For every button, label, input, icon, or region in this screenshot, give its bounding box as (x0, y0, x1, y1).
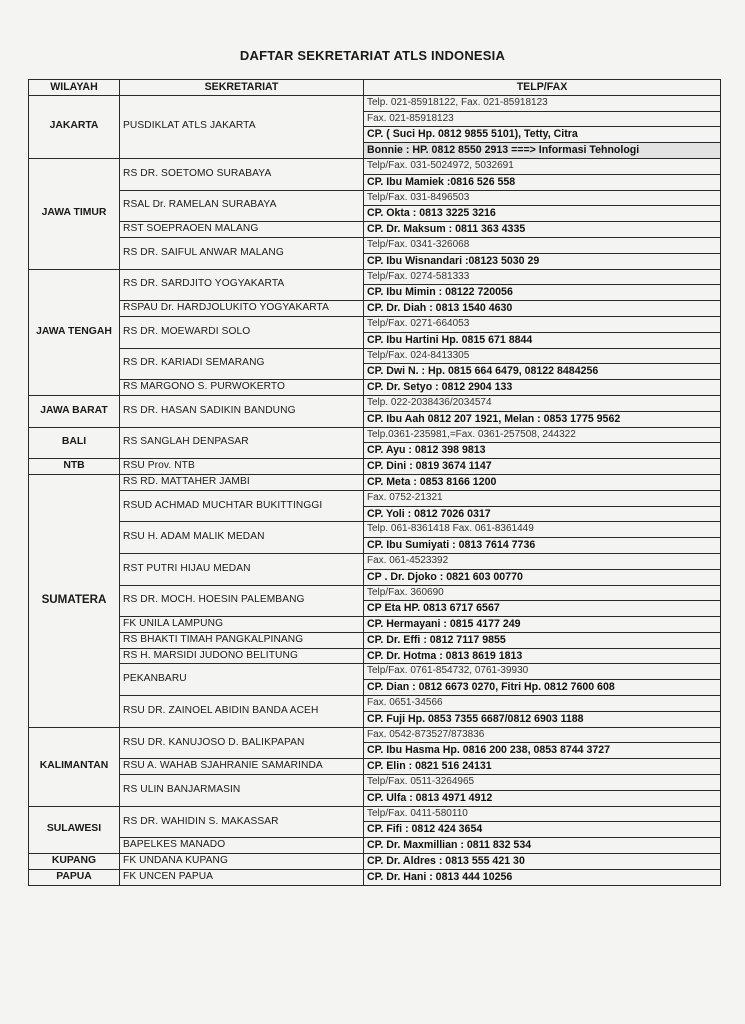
table-row (29, 522, 721, 538)
phone-fax-cell: Telp.0361-235981,=Fax. 0361-257508, 244322 (364, 427, 721, 443)
contact-person-cell: CP. Meta : 0853 8166 1200 (364, 474, 721, 490)
table-body (29, 95, 721, 885)
contact-person-cell: CP. Fifi : 0812 424 3654 (364, 822, 721, 838)
contact-person-cell: CP. Ibu Aah 0812 207 1921, Melan : 0853 1775 9562 (364, 411, 721, 427)
table-row (29, 380, 721, 396)
secretariat-table (28, 79, 721, 886)
secretariat-cell: RSPAU Dr. HARDJOLUKITO YOGYAKARTA (120, 301, 364, 317)
secretariat-cell: FK UNCEN PAPUA (120, 869, 364, 885)
region-cell: JAWA BARAT (29, 395, 120, 427)
region-cell: SUMATERA (29, 474, 120, 727)
table-row (29, 617, 721, 633)
table-row (29, 727, 721, 743)
secretariat-cell: PEKANBARU (120, 664, 364, 696)
table-row (29, 301, 721, 317)
region-cell: SULAWESI (29, 806, 120, 853)
header-row (29, 80, 721, 96)
secretariat-cell: RS DR. MOEWARDI SOLO (120, 316, 364, 348)
phone-fax-cell: Telp/Fax. 0271-664053 (364, 316, 721, 332)
table-row (29, 664, 721, 680)
contact-person-cell: CP. Okta : 0813 3225 3216 (364, 206, 721, 222)
phone-fax-cell: Telp/Fax. 0411-580110 (364, 806, 721, 822)
contact-person-cell: CP. Ibu Sumiyati : 0813 7614 7736 (364, 538, 721, 554)
contact-person-cell: CP . Dr. Djoko : 0821 603 00770 (364, 569, 721, 585)
secretariat-cell: RS BHAKTI TIMAH PANGKALPINANG (120, 632, 364, 648)
page-title: DAFTAR SEKRETARIAT ATLS INDONESIA (239, 48, 506, 63)
table-row (29, 222, 721, 238)
table-row (29, 806, 721, 822)
region-cell: PAPUA (29, 869, 120, 885)
phone-fax-cell: Fax. 0542-873527/873836 (364, 727, 721, 743)
header-wilayah: WILAYAH (29, 80, 120, 96)
contact-person-cell: CP. ( Suci Hp. 0812 9855 5101), Tetty, Citra (364, 127, 721, 143)
region-cell: JAKARTA (29, 95, 120, 158)
table-row (29, 775, 721, 791)
region-cell: JAWA TIMUR (29, 158, 120, 269)
table-row (29, 553, 721, 569)
table-row (29, 427, 721, 443)
contact-person-cell: CP. Elin : 0821 516 24131 (364, 759, 721, 775)
secretariat-cell: RS ULIN BANJARMASIN (120, 775, 364, 807)
secretariat-cell: PUSDIKLAT ATLS JAKARTA (120, 95, 364, 158)
phone-fax-cell: Telp/Fax. 0341-326068 (364, 237, 721, 253)
phone-fax-cell: Telp/Fax. 0274-581333 (364, 269, 721, 285)
phone-fax-cell: Fax. 061-4523392 (364, 553, 721, 569)
secretariat-cell: RS MARGONO S. PURWOKERTO (120, 380, 364, 396)
secretariat-cell: RSU DR. ZAINOEL ABIDIN BANDA ACEH (120, 696, 364, 728)
table-row (29, 854, 721, 870)
contact-person-cell: CP. Hermayani : 0815 4177 249 (364, 617, 721, 633)
contact-person-cell: CP. Yoli : 0812 7026 0317 (364, 506, 721, 522)
contact-person-cell: CP. Ulfa : 0813 4971 4912 (364, 790, 721, 806)
secretariat-cell: RSAL Dr. RAMELAN SURABAYA (120, 190, 364, 222)
phone-fax-cell: Telp/Fax. 031-8496503 (364, 190, 721, 206)
contact-person-cell: CP. Fuji Hp. 0853 7355 6687/0812 6903 1188 (364, 711, 721, 727)
table-row (29, 838, 721, 854)
contact-person-cell: CP. Dr. Hani : 0813 444 10256 (364, 869, 721, 885)
table-row (29, 269, 721, 285)
secretariat-cell: RS DR. MOCH. HOESIN PALEMBANG (120, 585, 364, 617)
phone-fax-cell: Fax. 021-85918123 (364, 111, 721, 127)
contact-person-cell: CP. Dwi N. : Hp. 0815 664 6479, 08122 8484256 (364, 364, 721, 380)
secretariat-cell: RS DR. SAIFUL ANWAR MALANG (120, 237, 364, 269)
contact-person-cell: CP. Dr. Maksum : 0811 363 4335 (364, 222, 721, 238)
secretariat-cell: RSUD ACHMAD MUCHTAR BUKITTINGGI (120, 490, 364, 522)
table-row (29, 490, 721, 506)
contact-person-cell: CP. Ibu Wisnandari :08123 5030 29 (364, 253, 721, 269)
region-cell: KALIMANTAN (29, 727, 120, 806)
secretariat-cell: FK UNILA LAMPUNG (120, 617, 364, 633)
contact-person-cell: CP. Dr. Hotma : 0813 8619 1813 (364, 648, 721, 664)
table-row (29, 632, 721, 648)
contact-person-cell: CP. Dr. Effi : 0812 7117 9855 (364, 632, 721, 648)
table-row (29, 759, 721, 775)
contact-person-cell: CP. Dr. Maxmillian : 0811 832 534 (364, 838, 721, 854)
table-row (29, 459, 721, 475)
table-row (29, 395, 721, 411)
contact-person-cell: CP. Ibu Hasma Hp. 0816 200 238, 0853 8744 3727 (364, 743, 721, 759)
secretariat-cell: RST SOEPRAOEN MALANG (120, 222, 364, 238)
contact-person-cell: CP. Ibu Mamiek :0816 526 558 (364, 174, 721, 190)
region-cell: JAWA TENGAH (29, 269, 120, 395)
contact-person-cell: CP. Dr. Aldres : 0813 555 421 30 (364, 854, 721, 870)
secretariat-cell: RS H. MARSIDI JUDONO BELITUNG (120, 648, 364, 664)
contact-person-cell: CP. Dini : 0819 3674 1147 (364, 459, 721, 475)
phone-fax-cell: Telp. 021-85918122, Fax. 021-85918123 (364, 95, 721, 111)
secretariat-cell: RS DR. HASAN SADIKIN BANDUNG (120, 395, 364, 427)
secretariat-cell: RST PUTRI HIJAU MEDAN (120, 553, 364, 585)
contact-person-cell: CP. Dian : 0812 6673 0270, Fitri Hp. 0812 7600 608 (364, 680, 721, 696)
contact-person-cell: CP. Dr. Diah : 0813 1540 4630 (364, 301, 721, 317)
secretariat-cell: RSU DR. KANUJOSO D. BALIKPAPAN (120, 727, 364, 759)
table-row (29, 648, 721, 664)
contact-person-cell: CP Eta HP. 0813 6717 6567 (364, 601, 721, 617)
secretariat-cell: FK UNDANA KUPANG (120, 854, 364, 870)
phone-fax-cell: Telp/Fax. 360690 (364, 585, 721, 601)
table-row (29, 474, 721, 490)
contact-person-cell: CP. Dr. Setyo : 0812 2904 133 (364, 380, 721, 396)
phone-fax-cell: Telp/Fax. 0761-854732, 0761-39930 (364, 664, 721, 680)
header-sekretariat: SEKRETARIAT (120, 80, 364, 96)
phone-fax-cell: Fax. 0752-21321 (364, 490, 721, 506)
secretariat-cell: RSU A. WAHAB SJAHRANIE SAMARINDA (120, 759, 364, 775)
table-row (29, 158, 721, 174)
phone-fax-cell: Telp/Fax. 0511-3264965 (364, 775, 721, 791)
secretariat-cell: RS SANGLAH DENPASAR (120, 427, 364, 459)
table-row (29, 696, 721, 712)
phone-fax-cell: Telp. 022-2038436/2034574 (364, 395, 721, 411)
table-row (29, 348, 721, 364)
contact-person-cell: Bonnie : HP. 0812 8550 2913 ===> Informasi Tehnologi (364, 143, 721, 159)
phone-fax-cell: Telp/Fax. 031-5024972, 5032691 (364, 158, 721, 174)
secretariat-cell: RS RD. MATTAHER JAMBI (120, 474, 364, 490)
phone-fax-cell: Fax. 0651-34566 (364, 696, 721, 712)
contact-person-cell: CP. Ayu : 0812 398 9813 (364, 443, 721, 459)
secretariat-cell: RSU Prov. NTB (120, 459, 364, 475)
contact-person-cell: CP. Ibu Hartini Hp. 0815 671 8844 (364, 332, 721, 348)
secretariat-cell: RSU H. ADAM MALIK MEDAN (120, 522, 364, 554)
phone-fax-cell: Telp. 061-8361418 Fax. 061-8361449 (364, 522, 721, 538)
phone-fax-cell: Telp/Fax. 024-8413305 (364, 348, 721, 364)
region-cell: BALI (29, 427, 120, 459)
contact-person-cell: CP. Ibu Mimin : 08122 720056 (364, 285, 721, 301)
table-row (29, 95, 721, 111)
secretariat-cell: RS DR. KARIADI SEMARANG (120, 348, 364, 380)
table-row (29, 237, 721, 253)
table-row (29, 316, 721, 332)
secretariat-cell: RS DR. SOETOMO SURABAYA (120, 158, 364, 190)
table-row (29, 190, 721, 206)
secretariat-cell: BAPELKES MANADO (120, 838, 364, 854)
secretariat-cell: RS DR. WAHIDIN S. MAKASSAR (120, 806, 364, 838)
table-row (29, 585, 721, 601)
table-row (29, 869, 721, 885)
header-telp-fax: TELP/FAX (364, 80, 721, 96)
region-cell: KUPANG (29, 854, 120, 870)
region-cell: NTB (29, 459, 120, 475)
secretariat-cell: RS DR. SARDJITO YOGYAKARTA (120, 269, 364, 301)
